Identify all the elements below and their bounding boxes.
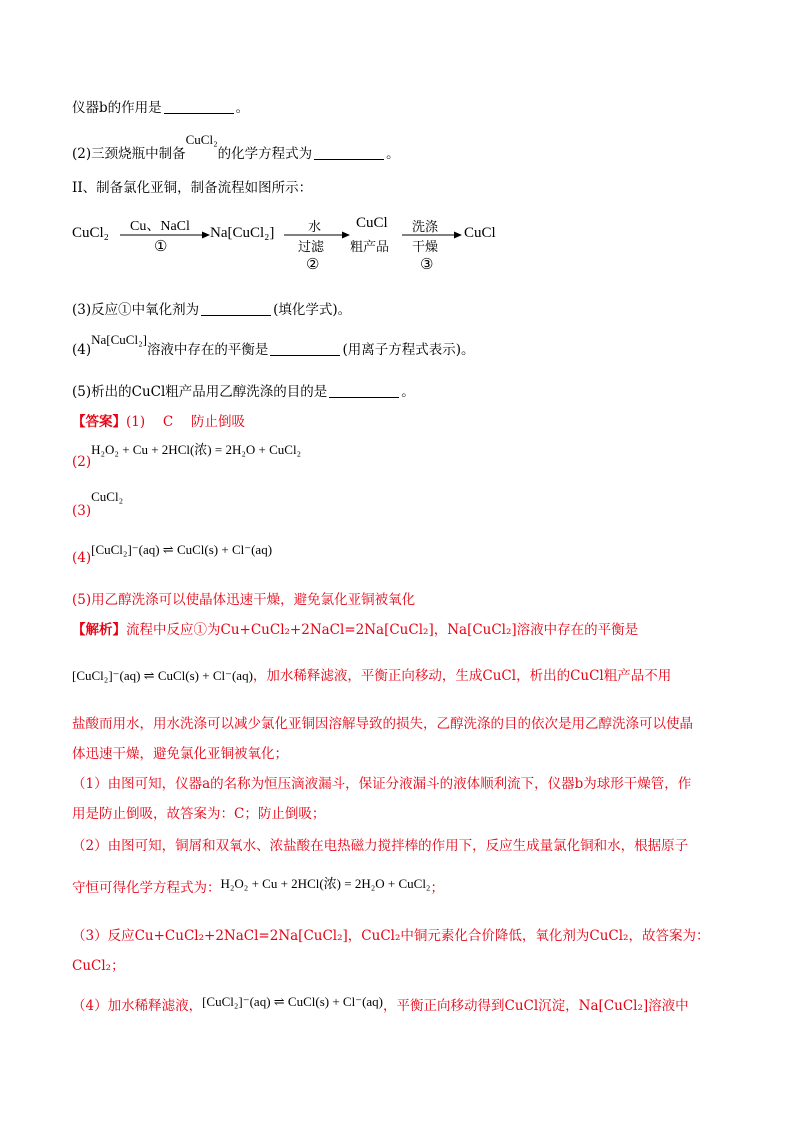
answer-2-label: (2) [72,454,92,470]
process-flow-diagram [72,210,512,280]
flow-mid1: Na[CuCl₂] [210,225,275,241]
analysis-line-11 [72,996,689,1016]
flow-step3-top: 洗涤 [412,220,439,235]
q2-post: 的化学方程式为 [217,146,313,162]
answer-3-formula: CuCl₂ [91,489,124,504]
analysis-label: 【解析】 [72,622,126,638]
analysis-p2b: 用是防止倒吸，故答案为：C；防止倒吸； [72,806,326,822]
analysis-p5-equation: [CuCl₂]⁻(aq) ⇌ CuCl(s) + Cl⁻(aq) [202,994,383,1009]
flow-step3-num: ③ [420,257,434,273]
analysis-p3c: ； [430,880,444,896]
flow-step3-bottom: 干燥 [412,240,439,255]
answer-2-equation: H₂O₂ + Cu + 2HCl(浓) = 2H₂O + CuCl₂ [91,442,302,457]
q3 [72,300,351,320]
analysis-p4b: CuCl₂； [72,958,125,974]
analysis-line-7 [72,836,688,856]
answer-1: (1) C 防止倒吸 [126,414,246,430]
analysis-line-8 [72,878,444,898]
analysis-p3b: 守恒可得化学方程式为： [72,880,221,896]
q1-text: 仪器b的作用是 [72,100,162,116]
answer-blank [329,383,399,398]
analysis-p1c: 盐酸而用水，用水洗涤可以减少氯化亚铜因溶解导致的损失，乙醇洗涤的目的依次是用乙醇洗涤可以使晶 [72,716,693,732]
answer-blank [314,145,384,160]
q2-pre: (2)三颈烧瓶中制备 [72,146,186,162]
answer-blank [201,301,271,316]
analysis-p2a: （1）由图可知，仪器a的名称为恒压滴液漏斗，保证分液漏斗的液体顺利流下，仪器b为球形干燥管，作 [72,776,692,792]
q1-end: 。 [235,100,250,116]
answer-label: 【答案】 [72,414,126,430]
section-2-text: II、制备氯化亚铜，制备流程如图所示： [72,180,313,196]
q5-end: 。 [401,384,415,400]
answer-5: (5)用乙醇洗涤可以使晶体迅速干燥，避免氯化亚铜被氧化 [72,592,416,608]
answer-blank [164,99,234,114]
answer-4-equation: [CuCl₂]⁻(aq) ⇌ CuCl(s) + Cl⁻(aq) [91,542,273,557]
answer-line-1 [72,412,245,432]
analysis-line-2 [72,666,671,686]
answer-4-label: (4) [72,550,92,566]
q4-pre: (4) [72,342,92,358]
flow-end: CuCl [464,225,496,241]
analysis-p1b: ，加水稀释滤液，平衡正向移动，生成CuCl，析出的CuCl粗产品不用 [252,668,672,684]
analysis-line-3 [72,714,693,734]
flow-mid2-top: CuCl [356,215,388,231]
analysis-p1d: 体迅速干燥，避免氯化亚铜被氧化； [72,746,288,762]
q2 [72,132,400,164]
q5 [72,382,415,402]
flow-step2-top: 水 [308,220,322,235]
analysis-line-4 [72,744,288,764]
analysis-line-6 [72,804,325,824]
q4-post: (用离子方程式表示)。 [342,342,475,358]
answer-line-3 [72,487,124,519]
analysis-p3-equation: H₂O₂ + Cu + 2HCl(浓) = 2H₂O + CuCl₂ [220,876,431,891]
flow-step2-num: ② [306,257,320,273]
answer-line-5 [72,590,415,610]
section-2-heading [72,178,312,198]
analysis-p1a: 流程中反应①为Cu+CuCl₂+2NaCl=2Na[CuCl₂]，Na[CuCl₂]溶液中存在的平衡是 [126,622,639,638]
q4-mid: 溶液中存在的平衡是 [146,342,269,358]
q2-end: 。 [386,146,400,162]
analysis-p4a: （3）反应Cu+CuCl₂+2NaCl=2Na[CuCl₂]，CuCl₂中铜元素化合价降低，氧化剂为CuCl₂，故答案为： [72,928,710,944]
analysis-p5b: ，平衡正向移动得到CuCl沉淀，Na[CuCl₂]溶液中 [383,998,689,1014]
analysis-p3a: （2）由图可知，铜屑和双氧水、浓盐酸在电热磁力搅拌棒的作用下，反应生成量氯化铜和水，根据原子 [72,838,689,854]
q4-formula: Na[CuCl₂] [91,332,147,347]
answer-line-4 [72,540,273,566]
flow-mid2-bottom: 粗产品 [350,240,390,255]
q1-tail [72,98,249,118]
flow-step1-num: ① [154,239,168,255]
analysis-line-1 [72,620,638,640]
analysis-line-9 [72,926,709,946]
answer-line-2 [72,440,302,470]
flow-start: CuCl₂ [72,225,109,241]
q4 [72,332,475,360]
q5-pre: (5)析出的CuCl粗产品用乙醇洗涤的目的是 [72,384,328,400]
flow-step2-bottom: 过滤 [298,240,325,255]
q2-formula: CuCl₂ [185,132,218,147]
flow-step1-reagent: Cu、NaCl [130,219,190,234]
analysis-p1-equation: [CuCl₂]⁻(aq) ⇌ CuCl(s) + Cl⁻(aq) [72,668,253,683]
q3-post: (填化学式)。 [273,302,352,318]
analysis-line-5 [72,774,691,794]
answer-blank [270,341,340,356]
answer-3-label: (3) [72,503,92,519]
analysis-line-10 [72,956,125,976]
analysis-p5a: （4）加水稀释滤液， [72,998,203,1014]
q3-pre: (3)反应①中氧化剂为 [72,302,200,318]
